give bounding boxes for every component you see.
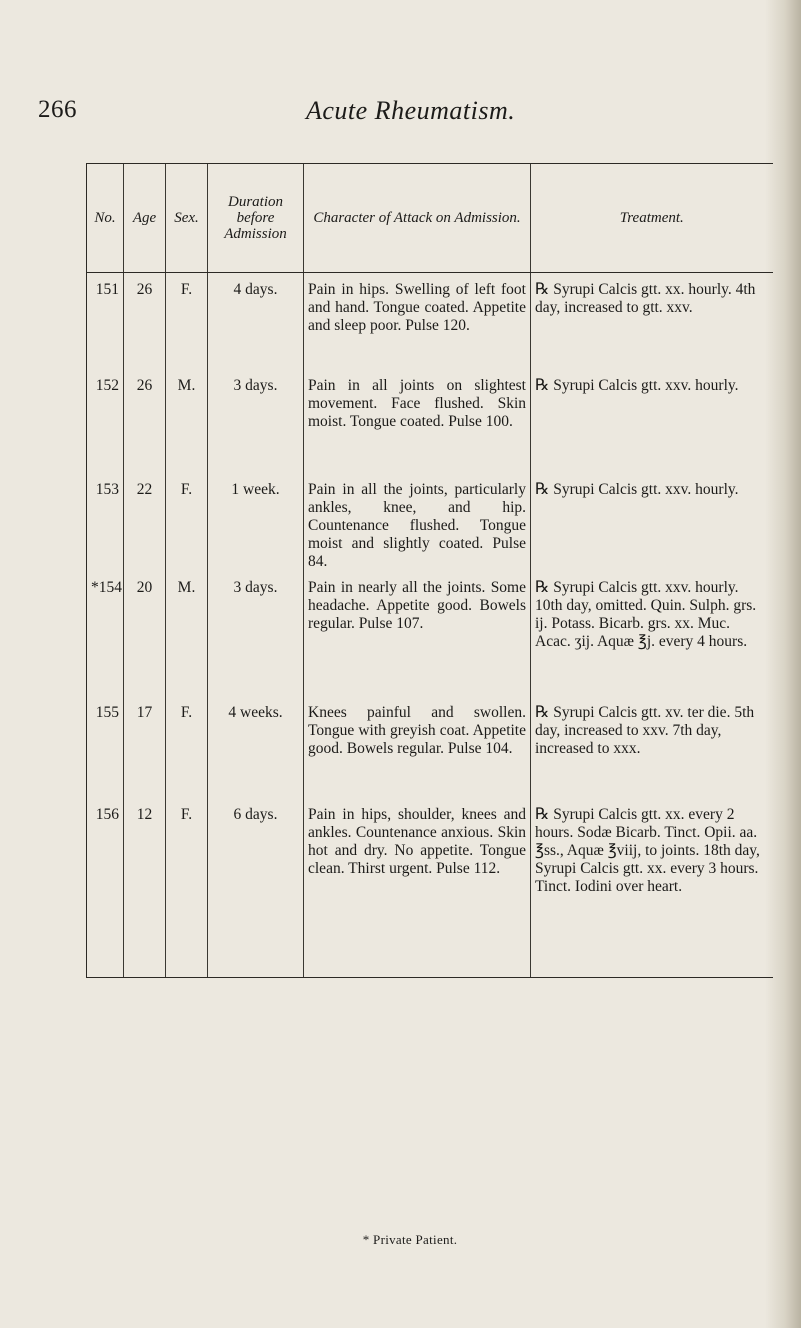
case-number: 155 <box>87 696 124 798</box>
case-sex: M. <box>166 369 208 473</box>
case-duration: 3 days. <box>208 369 304 473</box>
treatment-text: Syrupi Calcis gtt. xx. every 2 hours. Sodæ Bicarb. Tinct. Opii. aa. ℥ss., Aquæ ℥viij, to joints. 18th day, Syrupi Calcis gtt. xx. every 3 hours. Tinct. Iodini over heart. <box>535 805 760 895</box>
case-age: 20 <box>124 571 166 696</box>
treatment-text: Syrupi Calcis gtt. xxv. hourly. 10th day, omitted. Quin. Sulph. grs. ij. Potass. Bicarb. grs. xx. Muc. Acac. ʒij. Aquæ ℥j. every 4 hours. <box>535 578 757 650</box>
page-number: 266 <box>38 96 77 123</box>
column-header-character: Character of Attack on Admission. <box>304 164 531 273</box>
recipe-symbol: ℞ <box>535 376 550 394</box>
case-sex: F. <box>166 473 208 571</box>
case-table-container <box>86 163 772 895</box>
recipe-symbol: ℞ <box>535 578 550 596</box>
case-number: *154 <box>87 571 124 696</box>
case-age: 12 <box>124 798 166 978</box>
case-duration: 4 days. <box>208 273 304 369</box>
case-duration: 3 days. <box>208 571 304 696</box>
table-row <box>87 369 773 473</box>
case-treatment <box>531 473 773 571</box>
column-header-age: Age <box>124 164 166 273</box>
running-head <box>38 96 558 136</box>
table-row <box>87 696 773 798</box>
recipe-symbol: ℞ <box>535 281 550 298</box>
case-number: 153 <box>87 473 124 571</box>
case-character: Pain in all the joints, particularly ankles, knee, and hip. Countenance flushed. Tongue moist and slightly coated. Pulse 84. <box>304 473 531 571</box>
case-sex: M. <box>166 571 208 696</box>
case-sex: F. <box>166 696 208 798</box>
case-character: Pain in all joints on slightest movement. Face flushed. Skin moist. Tongue coated. Pulse 100. <box>304 369 531 473</box>
column-header-treatment: Treatment. <box>531 164 773 273</box>
recipe-symbol: ℞ <box>535 480 550 498</box>
table-row <box>87 273 773 369</box>
case-sex: F. <box>166 798 208 978</box>
treatment-text: Syrupi Calcis gtt. xx. hourly. 4th day, increased to gtt. xxv. <box>535 281 756 316</box>
recipe-symbol: ℞ <box>535 703 550 721</box>
table-row <box>87 798 773 978</box>
case-number: 156 <box>87 798 124 978</box>
case-table <box>86 163 773 978</box>
case-age: 17 <box>124 696 166 798</box>
column-header-duration: Duration before Admission <box>208 164 304 273</box>
case-treatment <box>531 798 773 978</box>
treatment-text: Syrupi Calcis gtt. xxv. hourly. <box>553 376 739 394</box>
case-treatment <box>531 273 773 369</box>
case-number: 152 <box>87 369 124 473</box>
case-character: Pain in hips, shoulder, knees and ankles. Countenance anxious. Skin hot and dry. No appetite. Tongue clean. Thirst urgent. Pulse 112. <box>304 798 531 978</box>
treatment-text: Syrupi Calcis gtt. xxv. hourly. <box>553 480 739 498</box>
column-header-no: No. <box>87 164 124 273</box>
table-row <box>87 473 773 571</box>
case-age: 22 <box>124 473 166 571</box>
table-header-row <box>87 164 773 273</box>
recipe-symbol: ℞ <box>535 805 550 823</box>
treatment-text: Syrupi Calcis gtt. xv. ter die. 5th day, increased to xxv. 7th day, increased to xxx. <box>535 703 755 757</box>
case-duration: 4 weeks. <box>208 696 304 798</box>
case-age: 26 <box>124 369 166 473</box>
case-treatment <box>531 571 773 696</box>
case-character: Pain in hips. Swelling of left foot and hand. Tongue coated. Appetite and sleep poor. Pulse 120. <box>304 273 531 369</box>
case-sex: F. <box>166 273 208 369</box>
case-character: Pain in nearly all the joints. Some headache. Appetite good. Bowels regular. Pulse 107. <box>304 571 531 696</box>
column-header-sex: Sex. <box>166 164 208 273</box>
case-treatment <box>531 696 773 798</box>
case-character: Knees painful and swollen. Tongue with greyish coat. Appetite good. Bowels regular. Pulse 104. <box>304 696 531 798</box>
page-title: Acute Rheumatism. <box>306 96 516 125</box>
case-number: 151 <box>87 273 124 369</box>
table-row <box>87 571 773 696</box>
case-duration: 1 week. <box>208 473 304 571</box>
case-treatment <box>531 369 773 473</box>
case-age: 26 <box>124 273 166 369</box>
case-duration: 6 days. <box>208 798 304 978</box>
footnote: * Private Patient. <box>362 1232 458 1247</box>
